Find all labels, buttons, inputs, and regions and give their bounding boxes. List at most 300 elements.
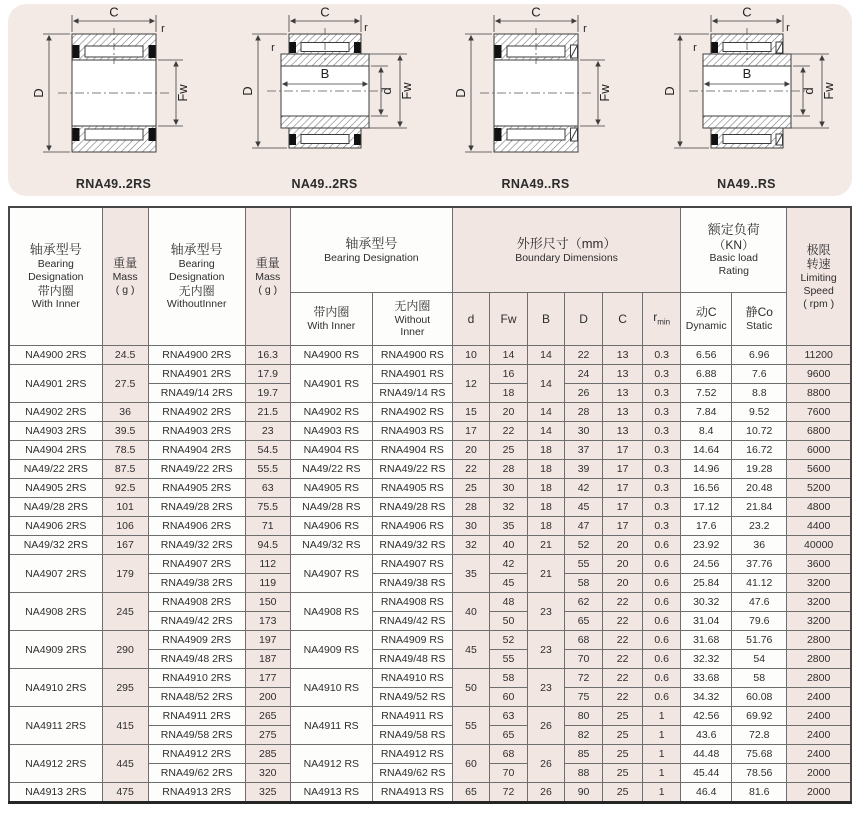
table-cell: NA49/22 2RS (9, 460, 102, 479)
table-cell: NA49/22 RS (290, 460, 372, 479)
table-cell: RNA4901 2RS (148, 365, 245, 384)
table-cell: 0.3 (643, 517, 681, 536)
table-cell: 1 (643, 745, 681, 764)
table-cell: 19.28 (732, 460, 787, 479)
table-cell: 17.9 (245, 365, 290, 384)
dim-label-d-bore: d (378, 87, 394, 95)
table-cell: 16.72 (732, 441, 787, 460)
table-row (9, 346, 851, 365)
table-cell: 51.76 (732, 631, 787, 650)
table-cell: RNA4911 2RS (148, 707, 245, 726)
table-cell: NA49/32 RS (290, 536, 372, 555)
table-cell: 94.5 (245, 536, 290, 555)
table-cell: 3200 (787, 574, 851, 593)
table-cell: 6.88 (681, 365, 732, 384)
table-row (9, 422, 851, 441)
table-cell: 25 (489, 441, 527, 460)
table-cell: 92.5 (102, 479, 148, 498)
table-cell: 25 (603, 764, 643, 783)
dim-label-b: B (320, 66, 329, 81)
table-cell: 3200 (787, 593, 851, 612)
table-cell: 17 (603, 517, 643, 536)
table-cell: 119 (245, 574, 290, 593)
table-cell: 8.8 (732, 384, 787, 403)
table-cell: 2800 (787, 650, 851, 669)
table-cell: 0.6 (643, 536, 681, 555)
table-cell: 0.6 (643, 688, 681, 707)
table-cell: 26 (565, 384, 603, 403)
table-cell: 72 (489, 783, 527, 803)
table-cell: 20.48 (732, 479, 787, 498)
col-header-bearing-designation: 轴承型号 Bearing Designation (290, 207, 452, 293)
table-cell: 265 (245, 707, 290, 726)
table-cell: RNA4902 RS (372, 403, 452, 422)
table-cell: 33.68 (681, 669, 732, 688)
table-cell: 70 (565, 650, 603, 669)
subcol-header-dynamic: 动C Dynamic (681, 293, 732, 346)
dim-label-c: C (319, 4, 330, 20)
table-cell: 0.6 (643, 574, 681, 593)
table-cell: 0.3 (643, 479, 681, 498)
table-cell: 31.04 (681, 612, 732, 631)
table-cell: 173 (245, 612, 290, 631)
table-cell: NA49/28 2RS (9, 498, 102, 517)
table-cell: 35 (452, 555, 489, 593)
table-cell: RNA4911 RS (372, 707, 452, 726)
table-cell: NA4907 RS (290, 555, 372, 593)
table-cell: 43.6 (681, 726, 732, 745)
table-cell: 37.76 (732, 555, 787, 574)
table-cell: 17 (603, 479, 643, 498)
diagram-caption: RNA49..RS (501, 177, 570, 191)
table-cell: 68 (565, 631, 603, 650)
table-row (9, 517, 851, 536)
table-cell: 1 (643, 707, 681, 726)
table-cell: RNA4900 RS (372, 346, 452, 365)
table-cell: RNA49/32 2RS (148, 536, 245, 555)
table-cell: 54.5 (245, 441, 290, 460)
table-cell: RNA49/62 2RS (148, 764, 245, 783)
table-cell: 25 (603, 783, 643, 803)
table-cell: 78.56 (732, 764, 787, 783)
table-cell: 30.32 (681, 593, 732, 612)
col-header-with-inner-2rs: 轴承型号 Bearing Designation 带内圈 With Inner (9, 207, 102, 346)
table-cell: NA4913 2RS (9, 783, 102, 803)
table-cell: 6.56 (681, 346, 732, 365)
dim-label-c: C (108, 4, 119, 20)
table-cell: RNA49/22 RS (372, 460, 452, 479)
table-cell: RNA4904 RS (372, 441, 452, 460)
table-cell: RNA49/38 2RS (148, 574, 245, 593)
subcol-header-rmin: $r_{min}$ (643, 293, 681, 346)
table-cell: 37 (565, 441, 603, 460)
table-cell: 1 (643, 783, 681, 803)
table-cell: 25 (452, 479, 489, 498)
table-cell: RNA4908 RS (372, 593, 452, 612)
table-cell: 27.5 (102, 365, 148, 403)
table-cell: 26 (528, 707, 565, 745)
table-row (9, 745, 851, 764)
table-row (9, 460, 851, 479)
diagram-na49-rs (644, 4, 849, 196)
table-cell: 88 (565, 764, 603, 783)
table-cell: NA4905 RS (290, 479, 372, 498)
subcol-header-b: B (528, 293, 565, 346)
table-cell: 16.56 (681, 479, 732, 498)
table-cell: 20 (452, 441, 489, 460)
diagram-caption: NA49..2RS (291, 177, 358, 191)
table-cell: 71 (245, 517, 290, 536)
table-cell: 0.6 (643, 631, 681, 650)
table-cell: 35 (489, 517, 527, 536)
table-cell: 17.6 (681, 517, 732, 536)
table-cell: 40 (489, 536, 527, 555)
table-cell: 28 (565, 403, 603, 422)
table-cell: 15 (452, 403, 489, 422)
table-cell: NA4906 RS (290, 517, 372, 536)
table-cell: 22 (603, 669, 643, 688)
table-cell: 2400 (787, 745, 851, 764)
dim-label-r: r (785, 22, 790, 34)
table-cell: 325 (245, 783, 290, 803)
table-cell: 0.3 (643, 441, 681, 460)
table-cell: 25 (603, 745, 643, 764)
table-cell: 18 (489, 384, 527, 403)
table-cell: RNA49/42 2RS (148, 612, 245, 631)
table-cell: NA4905 2RS (9, 479, 102, 498)
col-header-mass-2: 重量 Mass ( g ) (245, 207, 290, 346)
table-cell: 58 (732, 669, 787, 688)
table-cell: 23 (528, 593, 565, 631)
table-row (9, 593, 851, 612)
table-cell: NA4911 2RS (9, 707, 102, 745)
table-row (9, 403, 851, 422)
table-cell: 45 (452, 631, 489, 669)
table-cell: RNA49/48 RS (372, 650, 452, 669)
dim-label-r: r (160, 23, 165, 35)
table-row (9, 536, 851, 555)
table-cell: 14 (489, 346, 527, 365)
table-cell: 101 (102, 498, 148, 517)
table-cell: RNA4912 RS (372, 745, 452, 764)
table-cell: 78.5 (102, 441, 148, 460)
table-cell: 14 (528, 346, 565, 365)
table-cell: 26 (528, 783, 565, 803)
table-cell: NA4904 RS (290, 441, 372, 460)
table-cell: 4800 (787, 498, 851, 517)
table-cell: 187 (245, 650, 290, 669)
table-cell: 0.3 (643, 346, 681, 365)
table-cell: 0.6 (643, 555, 681, 574)
table-cell: 50 (452, 669, 489, 707)
table-cell: 0.3 (643, 365, 681, 384)
table-cell: RNA4903 2RS (148, 422, 245, 441)
table-cell: 197 (245, 631, 290, 650)
table-cell: 2000 (787, 783, 851, 803)
table-cell: RNA49/58 2RS (148, 726, 245, 745)
table-cell: 16 (489, 365, 527, 384)
table-cell: 60 (452, 745, 489, 783)
table-cell: 295 (102, 669, 148, 707)
table-cell: RNA49/22 2RS (148, 460, 245, 479)
table-cell: NA4902 RS (290, 403, 372, 422)
diagram-rna49-2rs (11, 4, 216, 196)
table-cell: 72.8 (732, 726, 787, 745)
dim-label-d-outer: D (452, 88, 468, 98)
table-cell: 5200 (787, 479, 851, 498)
table-cell: 22 (489, 422, 527, 441)
table-cell: 18 (528, 460, 565, 479)
table-cell: 475 (102, 783, 148, 803)
table-cell: 24 (565, 365, 603, 384)
table-cell: 28 (489, 460, 527, 479)
table-cell: 0.3 (643, 460, 681, 479)
table-row (9, 555, 851, 574)
dim-label-fw: Fw (820, 82, 836, 100)
table-cell: 11200 (787, 346, 851, 365)
table-cell: 106 (102, 517, 148, 536)
table-cell: 7.52 (681, 384, 732, 403)
table-cell: 41.12 (732, 574, 787, 593)
table-cell: 2400 (787, 688, 851, 707)
table-row (9, 479, 851, 498)
diagram-rna49-rs (433, 4, 638, 196)
subcol-header-d: d (452, 293, 489, 346)
dim-label-d-outer: D (661, 86, 677, 96)
table-cell: RNA49/42 RS (372, 612, 452, 631)
table-cell: 18 (528, 441, 565, 460)
table-cell: 275 (245, 726, 290, 745)
table-cell: RNA49/14 2RS (148, 384, 245, 403)
table-cell: RNA49/58 RS (372, 726, 452, 745)
table-cell: NA4904 2RS (9, 441, 102, 460)
table-cell: RNA4910 RS (372, 669, 452, 688)
table-cell: 75.5 (245, 498, 290, 517)
col-header-boundary-dimensions: 外形尺寸（mm） Boundary Dimensions (452, 207, 680, 293)
table-cell: 17 (452, 422, 489, 441)
table-cell: 0.3 (643, 498, 681, 517)
table-cell: NA4902 2RS (9, 403, 102, 422)
table-cell: 39 (565, 460, 603, 479)
table-cell: NA4908 RS (290, 593, 372, 631)
table-cell: 17 (603, 441, 643, 460)
table-cell: 13 (603, 346, 643, 365)
dim-label-d-outer: D (239, 86, 255, 96)
table-cell: 1 (643, 726, 681, 745)
table-cell: 200 (245, 688, 290, 707)
table-cell: NA4908 2RS (9, 593, 102, 631)
table-row (9, 631, 851, 650)
table-cell: 0.6 (643, 593, 681, 612)
diagram-caption: NA49..RS (717, 177, 776, 191)
table-cell: 22 (603, 612, 643, 631)
diagram-na49-2rs (222, 4, 427, 196)
table-cell: 14 (528, 422, 565, 441)
table-cell: 23 (528, 669, 565, 707)
table-cell: 42.56 (681, 707, 732, 726)
table-cell: 8800 (787, 384, 851, 403)
table-cell: RNA4910 2RS (148, 669, 245, 688)
table-cell: 13 (603, 365, 643, 384)
table-cell: RNA49/52 RS (372, 688, 452, 707)
table-cell: 6000 (787, 441, 851, 460)
table-cell: 14.96 (681, 460, 732, 479)
table-cell: 17 (603, 460, 643, 479)
table-cell: 0.6 (643, 669, 681, 688)
table-cell: 2800 (787, 631, 851, 650)
table-cell: 85 (565, 745, 603, 764)
table-cell: NA49/32 2RS (9, 536, 102, 555)
table-cell: RNA49/38 RS (372, 574, 452, 593)
table-cell: 22 (452, 460, 489, 479)
table-cell: 25 (603, 726, 643, 745)
table-cell: 4400 (787, 517, 851, 536)
table-cell: 32 (452, 536, 489, 555)
diagram-caption: RNA49..2RS (75, 177, 152, 191)
table-cell: 52 (489, 631, 527, 650)
table-cell: 44.48 (681, 745, 732, 764)
table-cell: 22 (565, 346, 603, 365)
col-header-basic-load-rating: 额定负荷 （KN） Basic load Rating (681, 207, 787, 293)
bearing-cross-section-na-2rs (225, 4, 425, 176)
table-cell: 25 (603, 707, 643, 726)
table-cell: 63 (245, 479, 290, 498)
table-cell: 150 (245, 593, 290, 612)
table-cell: RNA48/52 2RS (148, 688, 245, 707)
table-cell: 70 (489, 764, 527, 783)
bearing-cross-section-rna-2rs (14, 4, 214, 176)
table-cell: 18 (528, 517, 565, 536)
table-cell: 36 (732, 536, 787, 555)
table-cell: 7.84 (681, 403, 732, 422)
table-cell: 13 (603, 403, 643, 422)
table-cell: 167 (102, 536, 148, 555)
subcol-header-without-inner-rs: 无内圈 Without Inner (372, 293, 452, 346)
bearing-table (8, 206, 852, 804)
table-cell: RNA4905 2RS (148, 479, 245, 498)
table-cell: 6800 (787, 422, 851, 441)
table-cell: 42 (565, 479, 603, 498)
table-cell: 320 (245, 764, 290, 783)
dim-label-fw: Fw (174, 84, 190, 102)
table-cell: RNA4909 RS (372, 631, 452, 650)
table-cell: 415 (102, 707, 148, 745)
table-cell: NA4903 2RS (9, 422, 102, 441)
col-header-limiting-speed: 极限 转速 Limiting Speed ( rpm ) (787, 207, 851, 346)
table-cell: 7600 (787, 403, 851, 422)
table-cell: 9600 (787, 365, 851, 384)
table-row (9, 441, 851, 460)
table-cell: RNA4904 2RS (148, 441, 245, 460)
table-cell: RNA49/32 RS (372, 536, 452, 555)
table-cell: 34.32 (681, 688, 732, 707)
table-cell: 2400 (787, 707, 851, 726)
table-cell: 19.7 (245, 384, 290, 403)
table-cell: 46.4 (681, 783, 732, 803)
table-cell: 36 (102, 403, 148, 422)
table-cell: 20 (603, 555, 643, 574)
dim-label-r2: r (692, 42, 697, 54)
table-cell: 8.4 (681, 422, 732, 441)
table-row (9, 365, 851, 384)
table-cell: 12 (452, 365, 489, 403)
subcol-header-c: C (603, 293, 643, 346)
table-cell: 0.3 (643, 403, 681, 422)
table-cell: 62 (565, 593, 603, 612)
table-cell: NA4901 2RS (9, 365, 102, 403)
table-cell: 22 (603, 650, 643, 669)
table-cell: NA4912 RS (290, 745, 372, 783)
table-cell: RNA49/28 2RS (148, 498, 245, 517)
table-cell: 63 (489, 707, 527, 726)
bearing-table-wrapper (8, 206, 852, 804)
table-cell: RNA4907 RS (372, 555, 452, 574)
table-cell: RNA4905 RS (372, 479, 452, 498)
table-cell: 3200 (787, 612, 851, 631)
table-cell: RNA49/28 RS (372, 498, 452, 517)
table-cell: 45 (565, 498, 603, 517)
table-cell: RNA4913 RS (372, 783, 452, 803)
table-cell: 60.08 (732, 688, 787, 707)
table-cell: 45.44 (681, 764, 732, 783)
table-cell: 90 (565, 783, 603, 803)
dim-label-d-bore: d (800, 87, 816, 95)
table-cell: NA4912 2RS (9, 745, 102, 783)
table-cell: 30 (565, 422, 603, 441)
table-cell: 30 (489, 479, 527, 498)
table-cell: 290 (102, 631, 148, 669)
table-cell: 21 (528, 555, 565, 593)
table-cell: 20 (603, 574, 643, 593)
table-cell: 75.68 (732, 745, 787, 764)
dim-label-r: r (582, 23, 587, 35)
bearing-diagrams-panel (8, 4, 852, 196)
table-cell: 21.5 (245, 403, 290, 422)
table-cell: 112 (245, 555, 290, 574)
table-cell: 65 (452, 783, 489, 803)
table-cell: NA4909 2RS (9, 631, 102, 669)
table-cell: 45 (489, 574, 527, 593)
table-cell: 55 (565, 555, 603, 574)
table-cell: 50 (489, 612, 527, 631)
table-cell: NA4911 RS (290, 707, 372, 745)
table-cell: RNA4906 2RS (148, 517, 245, 536)
table-cell: 28 (452, 498, 489, 517)
table-cell: 3600 (787, 555, 851, 574)
table-row (9, 498, 851, 517)
table-cell: NA4900 2RS (9, 346, 102, 365)
table-cell: 22 (603, 631, 643, 650)
table-cell: 55 (452, 707, 489, 745)
dim-label-c: C (741, 4, 752, 20)
col-header-mass-1: 重量 Mass ( g ) (102, 207, 148, 346)
table-cell: 13 (603, 422, 643, 441)
table-cell: 31.68 (681, 631, 732, 650)
table-cell: 23.2 (732, 517, 787, 536)
table-cell: 24.5 (102, 346, 148, 365)
table-cell: 48 (489, 593, 527, 612)
table-cell: 23 (528, 631, 565, 669)
table-cell: 39.5 (102, 422, 148, 441)
table-cell: NA4903 RS (290, 422, 372, 441)
table-cell: 87.5 (102, 460, 148, 479)
table-cell: NA49/28 RS (290, 498, 372, 517)
table-header (9, 207, 851, 346)
table-cell: 13 (603, 384, 643, 403)
subcol-header-dd: D (565, 293, 603, 346)
table-cell: 0.6 (643, 612, 681, 631)
table-cell: 245 (102, 593, 148, 631)
